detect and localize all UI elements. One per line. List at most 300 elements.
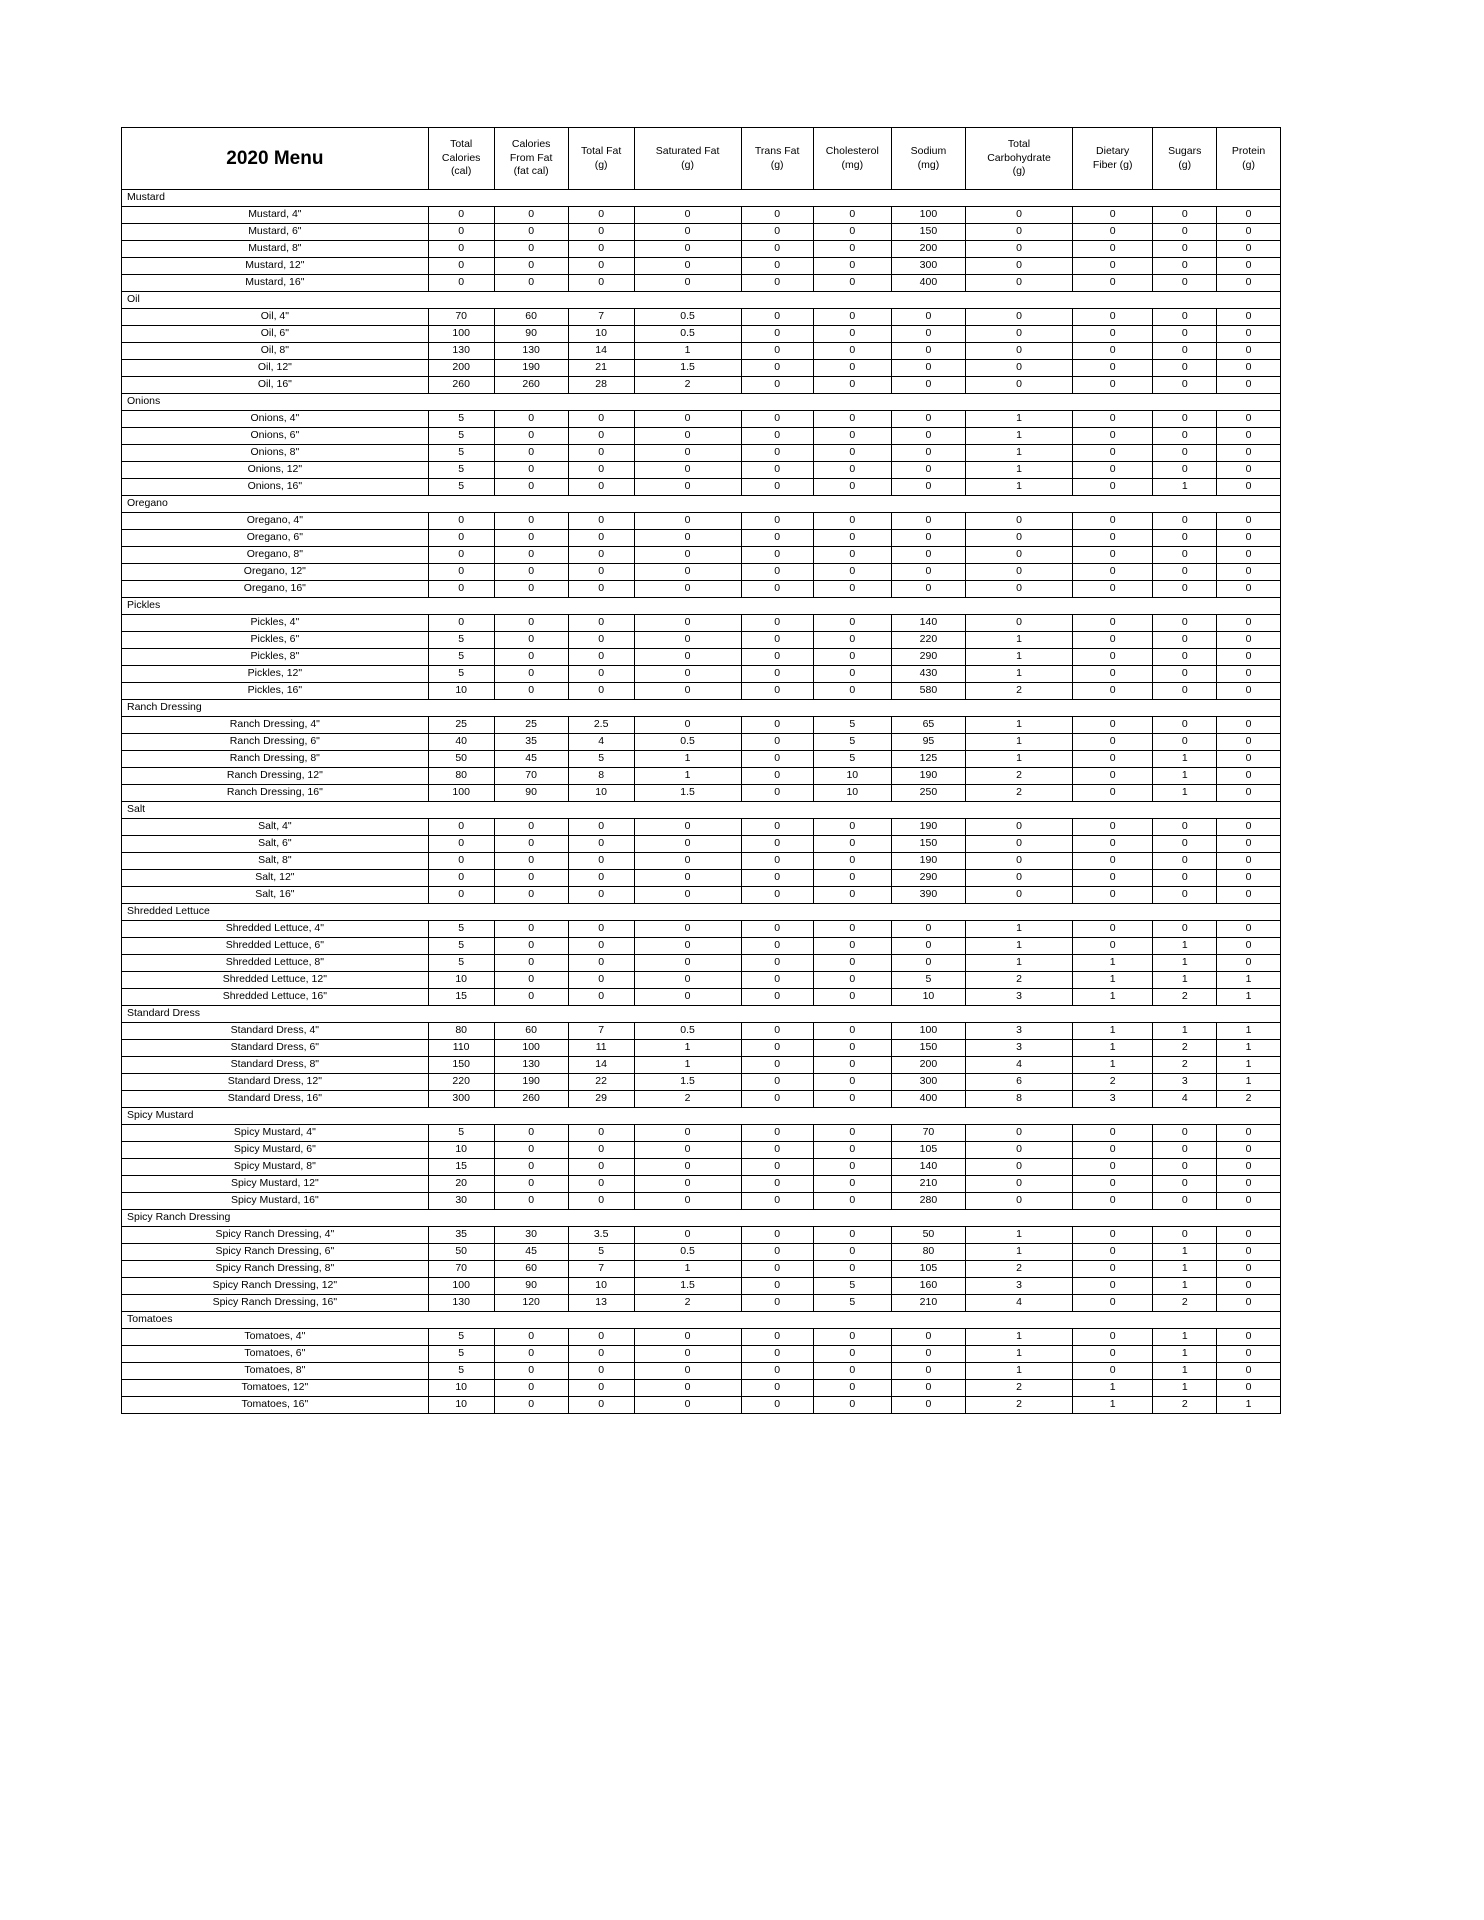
- nutrition-value: 5: [428, 445, 494, 462]
- nutrition-value: 0: [741, 768, 813, 785]
- nutrition-value: 0: [741, 309, 813, 326]
- nutrition-value: 0: [494, 411, 568, 428]
- nutrition-value: 0: [741, 547, 813, 564]
- nutrition-value: 0: [741, 1363, 813, 1380]
- nutrition-value: 5: [813, 1295, 891, 1312]
- group-label: Standard Dress: [122, 1006, 1281, 1023]
- nutrition-value: 1: [1153, 972, 1217, 989]
- nutrition-value: 2: [1153, 1057, 1217, 1074]
- nutrition-value: 30: [428, 1193, 494, 1210]
- nutrition-value: 1: [1217, 1397, 1281, 1414]
- nutrition-value: 0: [634, 1176, 741, 1193]
- nutrition-value: 0: [1073, 326, 1153, 343]
- item-name: Pickles, 12": [122, 666, 429, 683]
- item-name: Oregano, 6": [122, 530, 429, 547]
- nutrition-value: 110: [428, 1040, 494, 1057]
- item-name: Pickles, 16": [122, 683, 429, 700]
- nutrition-value: 5: [428, 1329, 494, 1346]
- nutrition-value: 0: [966, 326, 1073, 343]
- nutrition-value: 1: [1217, 989, 1281, 1006]
- nutrition-value: 0: [813, 360, 891, 377]
- nutrition-value: 0: [568, 1125, 634, 1142]
- nutrition-value: 0: [494, 615, 568, 632]
- nutrition-value: 1: [966, 649, 1073, 666]
- table-row: [122, 1363, 1281, 1380]
- nutrition-value: 0: [1073, 768, 1153, 785]
- nutrition-value: 0: [741, 1244, 813, 1261]
- nutrition-value: 0: [966, 870, 1073, 887]
- nutrition-value: 0: [634, 632, 741, 649]
- nutrition-value: 0: [1073, 241, 1153, 258]
- nutrition-value: 0: [813, 462, 891, 479]
- nutrition-value: 0: [1153, 1227, 1217, 1244]
- nutrition-value: 0: [741, 734, 813, 751]
- nutrition-value: 0: [813, 411, 891, 428]
- nutrition-value: 0: [813, 1329, 891, 1346]
- group-label: Ranch Dressing: [122, 700, 1281, 717]
- nutrition-value: 0: [634, 1329, 741, 1346]
- nutrition-value: 60: [494, 1261, 568, 1278]
- nutrition-value: 0: [1217, 615, 1281, 632]
- item-name: Salt, 16": [122, 887, 429, 904]
- nutrition-value: 40: [428, 734, 494, 751]
- nutrition-value: 3: [966, 1040, 1073, 1057]
- nutrition-value: 1: [966, 632, 1073, 649]
- nutrition-value: 0: [1073, 377, 1153, 394]
- nutrition-value: 1: [1153, 1363, 1217, 1380]
- nutrition-value: 0: [813, 989, 891, 1006]
- nutrition-value: 220: [891, 632, 965, 649]
- nutrition-value: 0: [568, 462, 634, 479]
- nutrition-value: 0: [966, 275, 1073, 292]
- nutrition-value: 70: [428, 309, 494, 326]
- nutrition-value: 0: [634, 564, 741, 581]
- nutrition-value: 0: [1073, 1142, 1153, 1159]
- nutrition-value: 0: [634, 819, 741, 836]
- nutrition-value: 0: [813, 938, 891, 955]
- group-row: [122, 904, 1281, 921]
- nutrition-value: 0: [741, 785, 813, 802]
- nutrition-value: 0: [966, 258, 1073, 275]
- table-row: [122, 581, 1281, 598]
- nutrition-value: 0: [1217, 1176, 1281, 1193]
- nutrition-value: 0: [813, 581, 891, 598]
- nutrition-value: 5: [813, 1278, 891, 1295]
- group-label: Onions: [122, 394, 1281, 411]
- table-row: [122, 377, 1281, 394]
- nutrition-value: 0: [741, 275, 813, 292]
- item-name: Oil, 16": [122, 377, 429, 394]
- nutrition-value: 0: [1073, 360, 1153, 377]
- nutrition-value: 0: [1073, 1227, 1153, 1244]
- nutrition-value: 0: [428, 513, 494, 530]
- nutrition-value: 0: [741, 955, 813, 972]
- nutrition-value: 5: [428, 649, 494, 666]
- nutrition-value: 0: [813, 1125, 891, 1142]
- nutrition-value: 280: [891, 1193, 965, 1210]
- nutrition-value: 0: [1217, 581, 1281, 598]
- nutrition-value: 0: [1217, 1380, 1281, 1397]
- nutrition-value: 0: [813, 1142, 891, 1159]
- nutrition-value: 1: [966, 751, 1073, 768]
- item-name: Pickles, 8": [122, 649, 429, 666]
- nutrition-value: 1.5: [634, 1278, 741, 1295]
- nutrition-value: 0: [1153, 615, 1217, 632]
- nutrition-value: 0: [1153, 734, 1217, 751]
- nutrition-value: 0: [813, 1091, 891, 1108]
- nutrition-value: 0: [741, 1346, 813, 1363]
- nutrition-value: 0: [634, 581, 741, 598]
- table-row: [122, 921, 1281, 938]
- nutrition-value: 0: [494, 853, 568, 870]
- nutrition-value: 100: [428, 326, 494, 343]
- item-name: Spicy Ranch Dressing, 8": [122, 1261, 429, 1278]
- nutrition-value: 0: [634, 547, 741, 564]
- nutrition-value: 0: [1217, 819, 1281, 836]
- nutrition-value: 0: [813, 632, 891, 649]
- nutrition-value: 0: [891, 309, 965, 326]
- nutrition-value: 0: [634, 887, 741, 904]
- table-row: [122, 207, 1281, 224]
- nutrition-value: 200: [891, 241, 965, 258]
- nutrition-value: 0: [966, 224, 1073, 241]
- nutrition-value: 0: [568, 1142, 634, 1159]
- item-name: Salt, 12": [122, 870, 429, 887]
- nutrition-sheet: [121, 127, 1281, 1414]
- nutrition-value: 1: [1217, 1074, 1281, 1091]
- nutrition-value: 2: [1153, 1295, 1217, 1312]
- nutrition-value: 140: [891, 1159, 965, 1176]
- nutrition-value: 95: [891, 734, 965, 751]
- nutrition-value: 0: [1153, 717, 1217, 734]
- table-row: [122, 853, 1281, 870]
- nutrition-value: 0: [634, 938, 741, 955]
- nutrition-value: 0: [1217, 309, 1281, 326]
- nutrition-value: 0: [494, 683, 568, 700]
- item-name: Salt, 4": [122, 819, 429, 836]
- nutrition-value: 0: [966, 819, 1073, 836]
- nutrition-value: 0: [741, 1261, 813, 1278]
- nutrition-value: 1: [1153, 1261, 1217, 1278]
- nutrition-value: 0: [428, 207, 494, 224]
- nutrition-value: 0: [1217, 870, 1281, 887]
- nutrition-value: 2: [1217, 1091, 1281, 1108]
- nutrition-value: 2: [1153, 1040, 1217, 1057]
- nutrition-value: 0: [741, 1023, 813, 1040]
- nutrition-value: 0: [1217, 564, 1281, 581]
- nutrition-value: 100: [494, 1040, 568, 1057]
- nutrition-value: 0: [1217, 921, 1281, 938]
- nutrition-value: 0: [634, 207, 741, 224]
- nutrition-value: 5: [428, 666, 494, 683]
- nutrition-value: 0: [1153, 326, 1217, 343]
- nutrition-value: 2: [634, 1091, 741, 1108]
- nutrition-value: 0: [494, 428, 568, 445]
- nutrition-value: 0: [568, 1159, 634, 1176]
- nutrition-value: 0: [494, 649, 568, 666]
- item-name: Spicy Mustard, 8": [122, 1159, 429, 1176]
- nutrition-value: 0: [1153, 428, 1217, 445]
- nutrition-value: 1: [1073, 1380, 1153, 1397]
- nutrition-value: 1: [1073, 955, 1153, 972]
- nutrition-value: 0: [428, 241, 494, 258]
- table-row: [122, 717, 1281, 734]
- group-row: [122, 292, 1281, 309]
- page-title: 2020 Menu: [122, 128, 429, 190]
- nutrition-value: 0: [741, 343, 813, 360]
- nutrition-value: 0: [813, 972, 891, 989]
- nutrition-value: 5: [428, 428, 494, 445]
- nutrition-value: 0: [1217, 1363, 1281, 1380]
- nutrition-value: 1: [966, 938, 1073, 955]
- nutrition-value: 0: [741, 1227, 813, 1244]
- nutrition-value: 0: [741, 445, 813, 462]
- nutrition-value: 0: [568, 836, 634, 853]
- nutrition-value: 0: [634, 1397, 741, 1414]
- nutrition-value: 105: [891, 1261, 965, 1278]
- table-row: [122, 683, 1281, 700]
- nutrition-value: 0: [494, 955, 568, 972]
- nutrition-value: 0: [1153, 581, 1217, 598]
- nutrition-value: 0: [966, 343, 1073, 360]
- nutrition-value: 0: [891, 462, 965, 479]
- nutrition-value: 0: [634, 513, 741, 530]
- nutrition-value: 0: [1153, 870, 1217, 887]
- nutrition-value: 0: [741, 632, 813, 649]
- item-name: Standard Dress, 8": [122, 1057, 429, 1074]
- nutrition-value: 0: [813, 870, 891, 887]
- nutrition-value: 0: [568, 1380, 634, 1397]
- item-name: Oregano, 16": [122, 581, 429, 598]
- nutrition-value: 0: [1217, 717, 1281, 734]
- nutrition-value: 0: [741, 241, 813, 258]
- nutrition-value: 0: [1217, 513, 1281, 530]
- nutrition-value: 0: [966, 615, 1073, 632]
- nutrition-value: 0: [813, 887, 891, 904]
- table-row: [122, 666, 1281, 683]
- nutrition-value: 0: [741, 887, 813, 904]
- nutrition-value: 10: [428, 1380, 494, 1397]
- nutrition-value: 70: [891, 1125, 965, 1142]
- nutrition-value: 290: [891, 870, 965, 887]
- nutrition-value: 300: [891, 1074, 965, 1091]
- nutrition-value: 190: [494, 360, 568, 377]
- nutrition-value: 0: [1217, 887, 1281, 904]
- nutrition-value: 7: [568, 1023, 634, 1040]
- nutrition-value: 0: [568, 445, 634, 462]
- nutrition-value: 80: [891, 1244, 965, 1261]
- nutrition-value: 0: [1153, 275, 1217, 292]
- nutrition-value: 130: [428, 1295, 494, 1312]
- nutrition-value: 1: [1153, 785, 1217, 802]
- nutrition-value: 0: [494, 275, 568, 292]
- table-row: [122, 360, 1281, 377]
- table-row: [122, 428, 1281, 445]
- nutrition-value: 0: [1073, 1244, 1153, 1261]
- item-name: Shredded Lettuce, 6": [122, 938, 429, 955]
- nutrition-value: 0.5: [634, 1023, 741, 1040]
- nutrition-value: 1: [966, 1363, 1073, 1380]
- nutrition-value: 0: [813, 207, 891, 224]
- item-name: Shredded Lettuce, 16": [122, 989, 429, 1006]
- nutrition-value: 0: [741, 428, 813, 445]
- nutrition-value: 0: [634, 1142, 741, 1159]
- item-name: Ranch Dressing, 8": [122, 751, 429, 768]
- nutrition-value: 10: [813, 785, 891, 802]
- nutrition-value: 80: [428, 768, 494, 785]
- table-row: [122, 887, 1281, 904]
- nutrition-value: 0: [1073, 666, 1153, 683]
- nutrition-value: 0: [634, 615, 741, 632]
- nutrition-value: 0: [634, 1363, 741, 1380]
- nutrition-value: 0: [813, 377, 891, 394]
- nutrition-value: 0: [1153, 445, 1217, 462]
- nutrition-value: 0: [741, 819, 813, 836]
- nutrition-value: 0: [741, 1159, 813, 1176]
- nutrition-value: 1: [966, 666, 1073, 683]
- nutrition-value: 0: [1217, 207, 1281, 224]
- nutrition-value: 0: [494, 989, 568, 1006]
- item-name: Standard Dress, 4": [122, 1023, 429, 1040]
- nutrition-value: 0: [494, 513, 568, 530]
- nutrition-value: 0: [741, 751, 813, 768]
- nutrition-value: 0: [1217, 768, 1281, 785]
- nutrition-value: 0: [813, 326, 891, 343]
- group-row: [122, 394, 1281, 411]
- nutrition-value: 0: [1217, 547, 1281, 564]
- nutrition-value: 0: [1153, 258, 1217, 275]
- item-name: Onions, 12": [122, 462, 429, 479]
- nutrition-value: 0: [741, 1125, 813, 1142]
- nutrition-value: 0: [568, 530, 634, 547]
- nutrition-value: 0: [1073, 819, 1153, 836]
- nutrition-value: 0: [1217, 360, 1281, 377]
- nutrition-value: 1: [1153, 479, 1217, 496]
- nutrition-value: 0: [494, 207, 568, 224]
- nutrition-value: 0: [741, 258, 813, 275]
- nutrition-value: 1: [966, 1244, 1073, 1261]
- nutrition-value: 190: [494, 1074, 568, 1091]
- nutrition-value: 0: [494, 445, 568, 462]
- nutrition-value: 0: [1073, 207, 1153, 224]
- nutrition-value: 0: [1073, 649, 1153, 666]
- item-name: Oregano, 4": [122, 513, 429, 530]
- nutrition-value: 0: [634, 241, 741, 258]
- nutrition-value: 0: [494, 530, 568, 547]
- nutrition-value: 0: [813, 1159, 891, 1176]
- item-name: Mustard, 6": [122, 224, 429, 241]
- nutrition-value: 1.5: [634, 360, 741, 377]
- nutrition-value: 0: [494, 1176, 568, 1193]
- group-row: [122, 1312, 1281, 1329]
- nutrition-value: 25: [428, 717, 494, 734]
- nutrition-value: 0: [1153, 309, 1217, 326]
- nutrition-value: 0: [568, 547, 634, 564]
- item-name: Standard Dress, 16": [122, 1091, 429, 1108]
- table-row: [122, 462, 1281, 479]
- nutrition-value: 0: [1073, 224, 1153, 241]
- nutrition-value: 0: [568, 1176, 634, 1193]
- nutrition-value: 0: [813, 1397, 891, 1414]
- table-row: [122, 1159, 1281, 1176]
- nutrition-value: 0: [1217, 734, 1281, 751]
- nutrition-value: 390: [891, 887, 965, 904]
- nutrition-value: 7: [568, 309, 634, 326]
- item-name: Oil, 8": [122, 343, 429, 360]
- nutrition-value: 0: [741, 1074, 813, 1091]
- nutrition-value: 0: [1073, 887, 1153, 904]
- column-header: Total Carbohydrate (g): [966, 128, 1073, 190]
- column-header: Total Calories (cal): [428, 128, 494, 190]
- column-header: Total Fat (g): [568, 128, 634, 190]
- group-row: [122, 598, 1281, 615]
- nutrition-value: 0: [741, 972, 813, 989]
- nutrition-value: 1: [966, 734, 1073, 751]
- nutrition-value: 0: [741, 1091, 813, 1108]
- nutrition-value: 0: [966, 1142, 1073, 1159]
- nutrition-value: 100: [428, 1278, 494, 1295]
- item-name: Tomatoes, 8": [122, 1363, 429, 1380]
- table-row: [122, 1295, 1281, 1312]
- nutrition-value: 50: [428, 751, 494, 768]
- table-row: [122, 1244, 1281, 1261]
- nutrition-value: 1: [1073, 1023, 1153, 1040]
- nutrition-value: 150: [891, 224, 965, 241]
- nutrition-value: 0: [428, 547, 494, 564]
- nutrition-value: 0: [891, 1363, 965, 1380]
- nutrition-value: 0: [1073, 734, 1153, 751]
- group-row: [122, 1108, 1281, 1125]
- nutrition-value: 0: [1217, 1244, 1281, 1261]
- nutrition-value: 140: [891, 615, 965, 632]
- nutrition-value: 0: [568, 513, 634, 530]
- nutrition-value: 1: [966, 462, 1073, 479]
- nutrition-value: 1: [966, 1227, 1073, 1244]
- nutrition-value: 0: [568, 955, 634, 972]
- nutrition-value: 0: [634, 479, 741, 496]
- nutrition-value: 1: [634, 343, 741, 360]
- nutrition-value: 10: [428, 1397, 494, 1414]
- nutrition-value: 0: [428, 615, 494, 632]
- nutrition-value: 90: [494, 1278, 568, 1295]
- nutrition-value: 0: [741, 411, 813, 428]
- nutrition-value: 0: [813, 1363, 891, 1380]
- nutrition-value: 5: [813, 734, 891, 751]
- table-row: [122, 1227, 1281, 1244]
- nutrition-value: 2: [966, 1397, 1073, 1414]
- group-label: Oregano: [122, 496, 1281, 513]
- nutrition-value: 6: [966, 1074, 1073, 1091]
- nutrition-value: 200: [428, 360, 494, 377]
- nutrition-value: 0: [1073, 1363, 1153, 1380]
- nutrition-value: 1.5: [634, 785, 741, 802]
- nutrition-value: 0: [568, 632, 634, 649]
- nutrition-value: 0: [494, 666, 568, 683]
- column-header: Sugars (g): [1153, 128, 1217, 190]
- nutrition-value: 0: [1217, 1125, 1281, 1142]
- nutrition-value: 0: [1153, 649, 1217, 666]
- nutrition-value: 10: [891, 989, 965, 1006]
- nutrition-value: 0: [741, 853, 813, 870]
- nutrition-value: 0: [891, 547, 965, 564]
- nutrition-value: 0: [1073, 530, 1153, 547]
- nutrition-value: 10: [428, 972, 494, 989]
- nutrition-value: 100: [428, 785, 494, 802]
- nutrition-value: 20: [428, 1176, 494, 1193]
- nutrition-value: 0: [813, 241, 891, 258]
- nutrition-value: 2: [966, 1261, 1073, 1278]
- item-name: Onions, 4": [122, 411, 429, 428]
